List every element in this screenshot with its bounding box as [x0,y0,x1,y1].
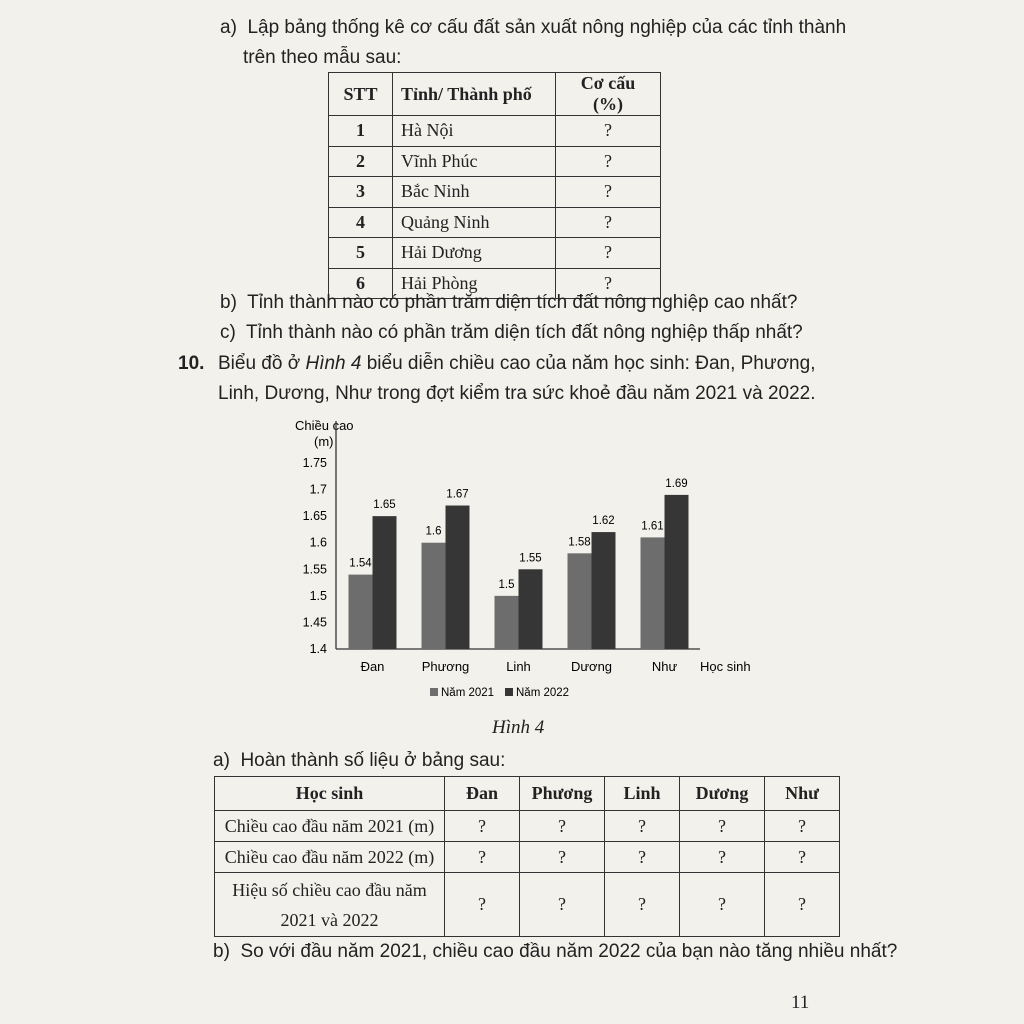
row-label-line2: 2021 và 2022 [280,909,379,930]
table-row [215,811,840,842]
table-cell: ? [765,873,840,937]
table-cell: 5 [329,238,393,269]
row-label-line1: Hiệu số chiều cao đầu năm [232,879,427,900]
table-header-cell: Tỉnh/ Thành phố [393,73,556,116]
y-tick-label: 1.65 [302,509,327,524]
legend-swatch-2021 [430,688,438,696]
table-header-cell: Đan [445,777,520,811]
table-cell: ? [680,811,765,842]
data-label-2021: 1.54 [349,557,372,570]
table-cell: ? [605,811,680,842]
bar-2021 [349,575,373,649]
x-tick-label: Dương [570,659,613,674]
table-row-label [215,873,445,937]
part-a1-line2: trên theo mẫu sau: [243,47,402,68]
bar-2021 [568,553,592,649]
data-label-2021: 1.6 [425,525,442,538]
y-tick-label: 1.6 [309,535,327,550]
page-number: 11 [791,992,810,1013]
bar-2021 [641,537,665,649]
problem10-line1-pre: Biểu đồ ở [218,353,306,374]
table-cell: ? [680,842,765,873]
bar-2021 [422,543,446,649]
bar-2022 [592,532,616,649]
figure-caption: Hình 4 [492,717,545,738]
table-cell: Quảng Ninh [393,207,556,238]
table-header-cell: Cơ cấu (%) [556,73,661,116]
table-header-cell: Linh [605,777,680,811]
legend-swatch-2022 [505,688,513,696]
part-b1: b) Tỉnh thành nào có phần trăm diện tích đất nông nghiệp cao nhất? [220,292,798,313]
table-cell: ? [765,842,840,873]
height-table [214,776,840,937]
table-cell: ? [556,177,661,208]
table-cell: ? [520,811,605,842]
table-cell: ? [445,811,520,842]
y-tick-label: 1.55 [302,562,327,577]
table-cell: 3 [329,177,393,208]
data-label-2021: 1.5 [498,578,515,591]
table-cell: Vĩnh Phúc [393,146,556,177]
table-cell: ? [556,116,661,147]
legend-label-2022: Năm 2022 [516,687,570,699]
x-tick-label: Như [651,659,678,674]
table-cell: Bắc Ninh [393,177,556,208]
y-tick-label: 1.45 [302,615,327,630]
bar-2021 [495,596,519,649]
table-header-cell: Phương [520,777,605,811]
y-tick-label: 1.5 [309,588,327,603]
data-label-2022: 1.69 [665,477,688,490]
table-cell: ? [520,873,605,937]
table-header-row [215,777,840,811]
x-tick-label: Linh [506,659,531,674]
table-cell: 4 [329,207,393,238]
table-cell: 1 [329,116,393,147]
table-cell: ? [556,207,661,238]
data-label-2022: 1.67 [446,488,469,501]
y-tick-label: 1.7 [309,482,327,497]
x-tick-label: Phương [421,659,470,674]
table-cell: ? [556,238,661,269]
table-cell: ? [445,873,520,937]
data-label-2022: 1.55 [519,552,542,565]
table-cell: 6 [329,268,393,299]
part-c1: c) Tỉnh thành nào có phần trăm diện tích đất nông nghiệp thấp nhất? [220,322,803,343]
table-cell: ? [765,811,840,842]
table-cell: ? [680,873,765,937]
table-cell: ? [556,146,661,177]
table-cell: Hà Nội [393,116,556,147]
table-cell: ? [520,842,605,873]
table-row [215,873,840,937]
table-header-cell: Học sinh [215,777,445,811]
x-axis-label: Học sinh [700,659,751,674]
table-row-label: Chiều cao đầu năm 2022 (m) [215,842,445,873]
table-cell: ? [605,873,680,937]
bar-2022 [519,569,543,649]
table-cell: ? [556,268,661,299]
figure-reference: Hình 4 [305,353,362,374]
table-cell: ? [605,842,680,873]
problem10-line2: Linh, Dương, Như trong đợt kiểm tra sức khoẻ đầu năm 2021 và 2022. [218,383,816,404]
data-label-2022: 1.62 [592,515,615,528]
data-label-2021: 1.61 [641,520,664,533]
table-cell: 2 [329,146,393,177]
bar-2022 [373,516,397,649]
y-axis-label-line2: (m) [314,434,334,449]
table-cell: Hải Phòng [393,268,556,299]
table-row [215,842,840,873]
data-label-2022: 1.65 [373,499,396,512]
x-tick-label: Đan [360,659,385,674]
problem10-line1-post: biểu diễn chiều cao của năm học sinh: Đan, Phương, [361,353,816,374]
y-axis-label-line1: Chiều cao [295,418,354,433]
table-cell: Hải Dương [393,238,556,269]
table-row-label: Chiều cao đầu năm 2021 (m) [215,811,445,842]
y-tick-label: 1.75 [302,456,327,470]
table-cell: ? [445,842,520,873]
bar-2022 [446,506,470,649]
y-tick-label: 1.4 [309,642,327,656]
part-a1-line1: a) Lập bảng thống kê cơ cấu đất sản xuất nông nghiệp của các tỉnh thành [220,17,847,38]
table-header-cell: STT [329,73,393,116]
table-header-cell: Như [765,777,840,811]
table-header-cell: Dương [680,777,765,811]
part-b2: b) So với đầu năm 2021, chiều cao đầu năm 2022 của bạn nào tăng nhiều nhất? [213,941,898,962]
problem-number: 10. [178,353,205,374]
legend-label-2021: Năm 2021 [441,687,495,699]
part-a2: a) Hoàn thành số liệu ở bảng sau: [213,750,506,771]
bar-2022 [665,495,689,649]
data-label-2021: 1.58 [568,536,591,549]
